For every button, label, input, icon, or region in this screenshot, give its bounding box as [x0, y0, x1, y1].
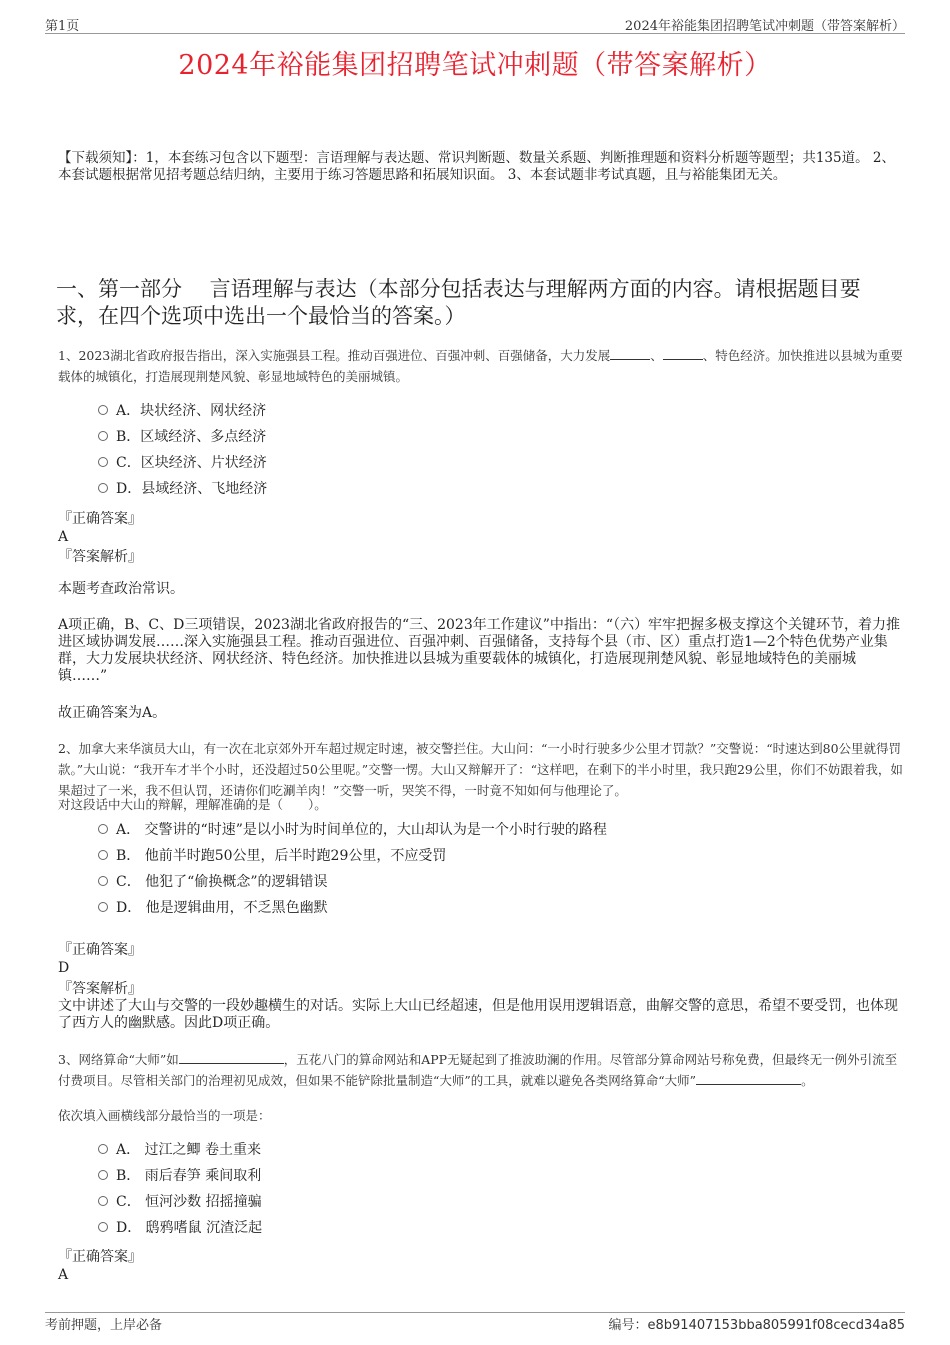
radio-icon[interactable]	[98, 483, 108, 493]
header-doc-title: 2024年裕能集团招聘笔试冲刺题（带答案解析）	[624, 19, 905, 34]
q1-answer: A	[58, 529, 69, 545]
radio-icon[interactable]	[98, 876, 108, 886]
page-number: 第1页	[45, 19, 80, 34]
radio-icon[interactable]	[98, 1222, 108, 1232]
q3-option-a[interactable]: A． 过江之鲫 卷土重来	[98, 1140, 261, 1160]
q2-option-a[interactable]: A． 交警讲的“时速”是以小时为时间单位的，大山却认为是一个小时行驶的路程	[98, 820, 607, 840]
radio-icon[interactable]	[98, 1196, 108, 1206]
q1-analysis-body: A项正确，B、C、D三项错误，2023湖北省政府报告的“三、2023年工作建议”中指出：“（六）牢牢把握多极支撑这个关键环节，着力推进区域协调发展……深入实施强县工程。推动百强进位、百强冲刺、百强储备，支持每个县（市、区）重点打造1—2个特色优势产业集群，大力发展块状经济、网状经济、特色经济。加快推进以县城为重要载体的城镇化，打造展现荆楚风貌、彰显地域特色的美丽城镇……”	[58, 617, 901, 684]
q3-answer-label: 『正确答案』	[58, 1249, 142, 1265]
question-2-stem: 2、加拿大来华演员大山，有一次在北京郊外开车超过规定时速，被交警拦住。大山问：“一小时行驶多少公里才罚款？”交警说：“时速达到80公里就得罚款。”大山说：“我开车才半个小时，还没超过50公里呢。”交警一愣。大山又辩解开了：“这样吧，在剩下的半小时里，我只跑29公里，你们不妨跟着我，如果超过了一米，我不但认罚，还请你们吃涮羊肉！”交警一听，哭笑不得，一时竟不知如何与他理论了。	[58, 741, 903, 798]
header-divider	[45, 33, 905, 34]
section-heading: 一、第一部分 言语理解与表达（本部分包括表达与理解两方面的内容。请根据题目要求，在四个选项中选出一个最恰当的答案。）	[56, 277, 861, 328]
page-title: 2024年裕能集团招聘笔试冲刺题（带答案解析）	[178, 50, 772, 81]
fill-blank	[610, 347, 650, 360]
q2-option-b[interactable]: B． 他前半时跑50公里，后半时跑29公里，不应受罚	[98, 846, 446, 866]
q1-analysis-label: 『答案解析』	[58, 549, 142, 565]
q2-analysis-label: 『答案解析』	[58, 981, 142, 997]
radio-icon[interactable]	[98, 457, 108, 467]
radio-icon[interactable]	[98, 850, 108, 860]
q2-answer: D	[58, 960, 70, 976]
question-2-question: 对这段话中大山的辩解，理解准确的是（ ）。	[58, 797, 327, 812]
footer-divider	[45, 1312, 905, 1313]
radio-icon[interactable]	[98, 902, 108, 912]
fill-blank	[179, 1051, 284, 1064]
footer-slogan: 考前押题，上岸必备	[45, 1318, 163, 1333]
q1-analysis-conclusion: 故正确答案为A。	[58, 705, 167, 721]
q1-answer-label: 『正确答案』	[58, 511, 142, 527]
q3-option-b[interactable]: B． 雨后春笋 乘间取利	[98, 1166, 261, 1186]
question-1-stem: 1、2023湖北省政府报告指出，深入实施强县工程。推动百强进位、百强冲刺、百强储备，大力发展 、 、特色经济。加快推进以县城为重要载体的城镇化，打造展现荆楚风貌、彰显地域特色的美丽城镇。	[58, 348, 903, 384]
q3-option-c[interactable]: C． 恒河沙数 招摇撞骗	[98, 1192, 262, 1212]
q1-option-d[interactable]: D．县域经济、飞地经济	[98, 479, 267, 499]
q2-analysis-body: 文中讲述了大山与交警的一段妙趣横生的对话。实际上大山已经超速，但是他用误用逻辑语意，曲解交警的意思，希望不要受罚，也体现了西方人的幽默感。因此D项正确。	[58, 998, 898, 1031]
q1-option-a[interactable]: A．块状经济、网状经济	[98, 401, 266, 421]
q2-option-d[interactable]: D． 他是逻辑曲用，不乏黑色幽默	[98, 898, 328, 918]
q2-answer-label: 『正确答案』	[58, 942, 142, 958]
q1-analysis-intro: 本题考查政治常识。	[58, 581, 184, 597]
q1-option-b[interactable]: B．区域经济、多点经济	[98, 427, 266, 447]
question-3-prompt: 依次填入画横线部分最恰当的一项是：	[58, 1108, 271, 1123]
fill-blank	[663, 347, 703, 360]
q1-option-c[interactable]: C．区块经济、片状经济	[98, 453, 267, 473]
q3-option-d[interactable]: D． 鸱鸦嗜鼠 沉渣泛起	[98, 1218, 262, 1238]
q3-answer: A	[58, 1267, 69, 1283]
radio-icon[interactable]	[98, 1144, 108, 1154]
question-3-stem: 3、网络算命“大师”如 ，五花八门的算命网站和APP无疑起到了推波助澜的作用。尽管部分算命网站号称免费，但最终无一例外引流至付费项目。尽管相关部门的治理初见成效，但如果不能铲除批量制造“大师”的工具，就难以避免各类网络算命“大师” 。	[58, 1052, 898, 1088]
q2-option-c[interactable]: C． 他犯了“偷换概念”的逻辑错误	[98, 872, 327, 892]
footer-code: 编号：e8b91407153bba805991f08cecd34a85	[608, 1318, 905, 1333]
fill-blank	[696, 1072, 801, 1085]
radio-icon[interactable]	[98, 824, 108, 834]
download-notice: 【下载须知】：1，本套练习包含以下题型：言语理解与表达题、常识判断题、数量关系题、判断推理题和资料分析题等题型；共135道。 2、本套试题根据常见招考题总结归纳，主要用于练习答题思路和拓展知识面。 3、本套试题非考试真题，且与裕能集团无关。	[58, 150, 895, 183]
radio-icon[interactable]	[98, 431, 108, 441]
radio-icon[interactable]	[98, 1170, 108, 1180]
radio-icon[interactable]	[98, 405, 108, 415]
